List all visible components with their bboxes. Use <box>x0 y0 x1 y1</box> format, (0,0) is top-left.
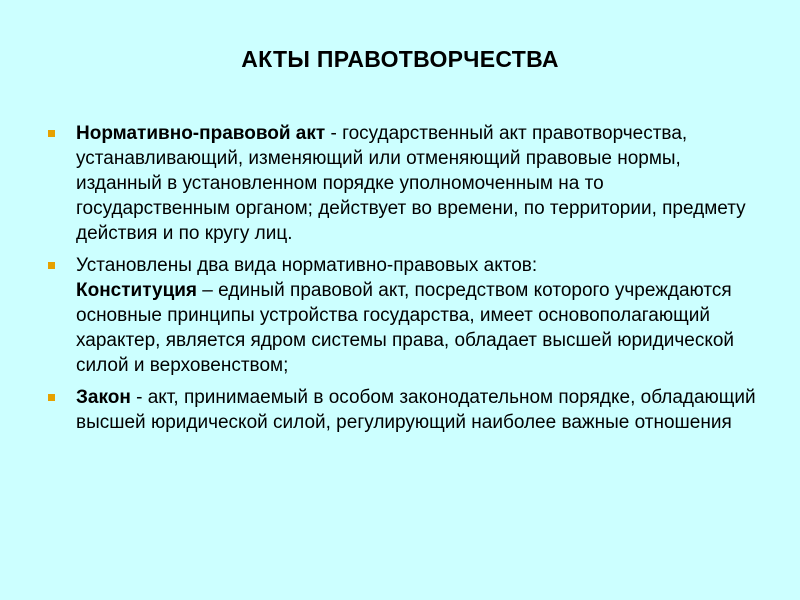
square-bullet-icon <box>48 130 55 137</box>
definition-constitution: – единый правовой акт, посредством которого учреждаются основные принципы устройства государства, имеет основополагающий характер, является ядром системы права, обладает высшей юридической силой и верховенством; <box>76 280 735 376</box>
term-normative-act: Нормативно-правовой акт <box>76 123 326 144</box>
definition-normative-act: - государственный акт правотворчества, устанавливающий, изменяющий или отменяющий правовые нормы, изданный в установленном порядке уполномоченным на то государственным органом; действует во времени, по территории, предмету действия и по кругу лиц. <box>76 123 746 244</box>
definition-law: - акт, принимаемый в особом законодательном порядке, обладающий высшей юридической силой, регулирующий наиболее важные отношения <box>76 387 756 433</box>
bullet-item-normative-act <box>48 121 758 246</box>
term-constitution: Конституция <box>76 280 198 301</box>
bullet-item-law <box>48 385 758 435</box>
bullet-list <box>48 121 758 442</box>
intro-two-types: Установлены два вида нормативно-правовых актов: <box>76 255 538 276</box>
slide-title: АКТЫ ПРАВОТВОРЧЕСТВА <box>241 46 559 72</box>
square-bullet-icon <box>48 262 55 269</box>
square-bullet-icon <box>48 394 55 401</box>
term-law: Закон <box>76 387 131 408</box>
bullet-item-constitution <box>48 253 758 378</box>
